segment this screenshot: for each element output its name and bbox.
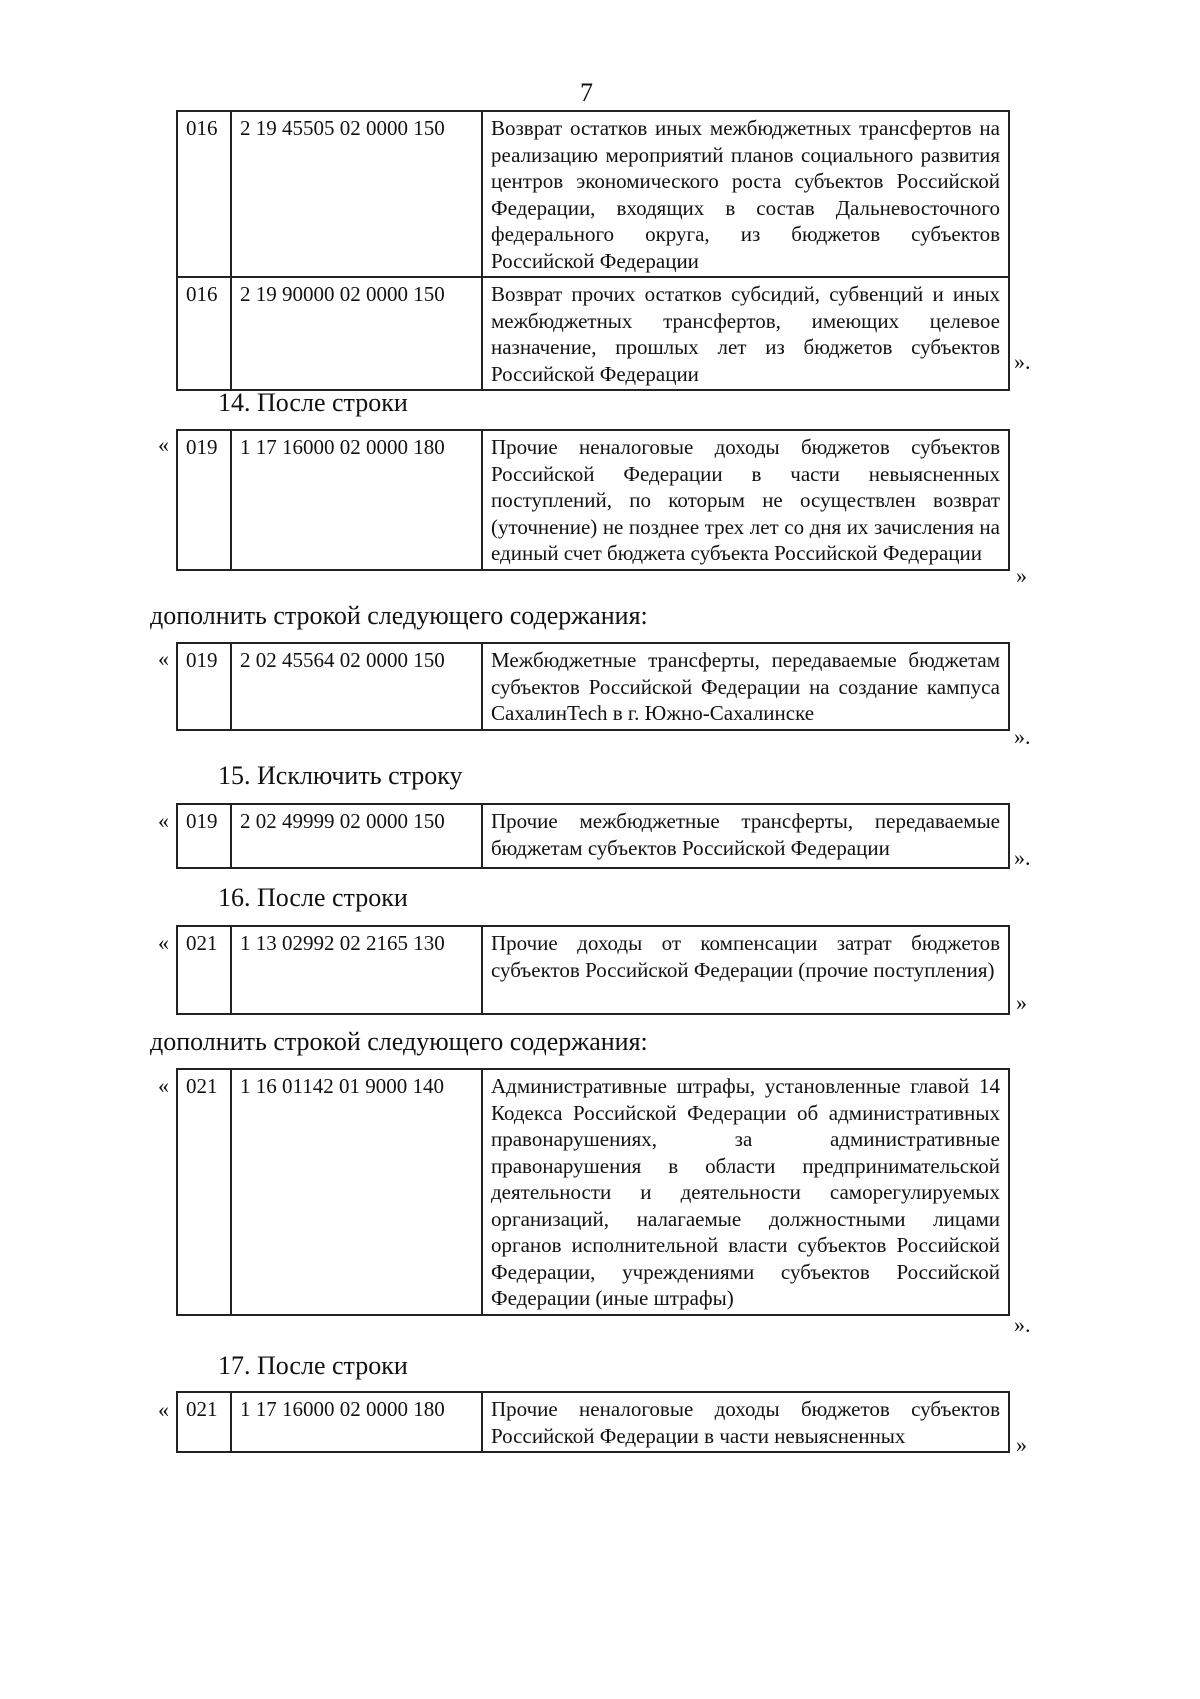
closing-quote: » xyxy=(1016,1432,1027,1457)
description-cell xyxy=(482,430,1009,570)
description-text: Возврат остатков иных межбюджетных трансфертов на реализацию мероприятий планов социального развития центров экономического роста субъектов Российской Федерации, входящих в состав Дальневосточного федерального округа, из бюджетов субъектов Российской Федерации xyxy=(491,116,1000,273)
table-row xyxy=(177,430,1009,570)
budget-table-5 xyxy=(176,925,1010,1015)
closing-quote: ». xyxy=(1014,1312,1031,1337)
kbk-code-cell: 2 02 45564 02 0000 150 xyxy=(231,643,482,730)
closing-quote: ». xyxy=(1014,724,1031,749)
description-cell xyxy=(482,1392,1009,1452)
section-heading: 17. После строки xyxy=(218,1351,408,1380)
admin-code-cell: 021 xyxy=(177,1069,231,1315)
table-row xyxy=(177,1392,1009,1452)
description-cell xyxy=(482,111,1009,277)
opening-quote: « xyxy=(158,646,169,671)
description-text: Прочие неналоговые доходы бюджетов субъектов Российской Федерации в части невыясненных поступлений, по которым не осуществлен возврат (уточнение) не позднее трех лет со дня их зачисления на единый счет бюджета субъекта Российской Федерации xyxy=(491,435,1000,565)
section-heading: 15. Исключить строку xyxy=(218,761,463,790)
description-text: Прочие доходы от компенсации затрат бюджетов субъектов Российской Федерации (прочие поступления) xyxy=(491,931,1000,982)
section-text: дополнить строкой следующего содержания: xyxy=(150,1027,648,1056)
opening-quote: « xyxy=(158,1073,169,1098)
budget-table-4 xyxy=(176,803,1010,869)
admin-code-cell: 016 xyxy=(177,111,231,277)
admin-code-cell: 019 xyxy=(177,804,231,868)
description-text: Возврат прочих остатков субсидий, субвенций и иных межбюджетных трансфертов, имеющих целевое назначение, прошлых лет из бюджетов субъектов Российской Федерации xyxy=(491,282,1000,386)
table-row xyxy=(177,804,1009,868)
section-heading: 14. После строки xyxy=(218,388,408,417)
opening-quote: « xyxy=(158,808,169,833)
table-row xyxy=(177,1069,1009,1315)
admin-code-cell: 019 xyxy=(177,430,231,570)
kbk-code-cell: 2 19 90000 02 0000 150 xyxy=(231,277,482,390)
description-text: Прочие межбюджетные трансферты, передаваемые бюджетам субъектов Российской Федерации xyxy=(491,809,1000,860)
page-number: 7 xyxy=(580,78,593,107)
budget-table-7 xyxy=(176,1391,1010,1453)
section-text: дополнить строкой следующего содержания: xyxy=(150,601,648,630)
closing-quote: ». xyxy=(1014,845,1031,870)
closing-quote: » xyxy=(1016,990,1027,1015)
budget-table-1 xyxy=(176,110,1010,391)
table-row xyxy=(177,111,1009,277)
description-cell xyxy=(482,926,1009,1014)
description-cell xyxy=(482,1069,1009,1315)
admin-code-cell: 021 xyxy=(177,1392,231,1452)
budget-table-3 xyxy=(176,642,1010,731)
admin-code-cell: 016 xyxy=(177,277,231,390)
table-row xyxy=(177,926,1009,1014)
kbk-code-cell: 2 02 49999 02 0000 150 xyxy=(231,804,482,868)
admin-code-cell: 021 xyxy=(177,926,231,1014)
kbk-code-cell: 2 19 45505 02 0000 150 xyxy=(231,111,482,277)
kbk-code-cell: 1 13 02992 02 2165 130 xyxy=(231,926,482,1014)
description-text: Административные штрафы, установленные главой 14 Кодекса Российской Федерации об административных правонарушениях, за административные правонарушения в области предпринимательской деятельности и деятельности саморегулируемых организаций, налагаемые должностными лицами органов исполнительной власти субъектов Российской Федерации, учреждениями субъектов Российской Федерации (иные штрафы) xyxy=(491,1074,1000,1310)
description-text: Межбюджетные трансферты, передаваемые бюджетам субъектов Российской Федерации на создание кампуса СахалинTech в г. Южно-Сахалинске xyxy=(491,648,1000,725)
description-cell xyxy=(482,643,1009,730)
section-heading: 16. После строки xyxy=(218,883,408,912)
description-cell xyxy=(482,277,1009,390)
closing-quote: ». xyxy=(1014,349,1031,374)
kbk-code-cell: 1 17 16000 02 0000 180 xyxy=(231,1392,482,1452)
kbk-code-cell: 1 16 01142 01 9000 140 xyxy=(231,1069,482,1315)
description-cell xyxy=(482,804,1009,868)
budget-table-2 xyxy=(176,429,1010,571)
closing-quote: » xyxy=(1016,563,1027,588)
table-row xyxy=(177,277,1009,390)
table-row xyxy=(177,643,1009,730)
opening-quote: « xyxy=(158,1397,169,1422)
budget-table-6 xyxy=(176,1068,1010,1316)
opening-quote: « xyxy=(158,432,169,457)
kbk-code-cell: 1 17 16000 02 0000 180 xyxy=(231,430,482,570)
admin-code-cell: 019 xyxy=(177,643,231,730)
opening-quote: « xyxy=(158,930,169,955)
description-text: Прочие неналоговые доходы бюджетов субъектов Российской Федерации в части невыясненных xyxy=(491,1397,1000,1448)
